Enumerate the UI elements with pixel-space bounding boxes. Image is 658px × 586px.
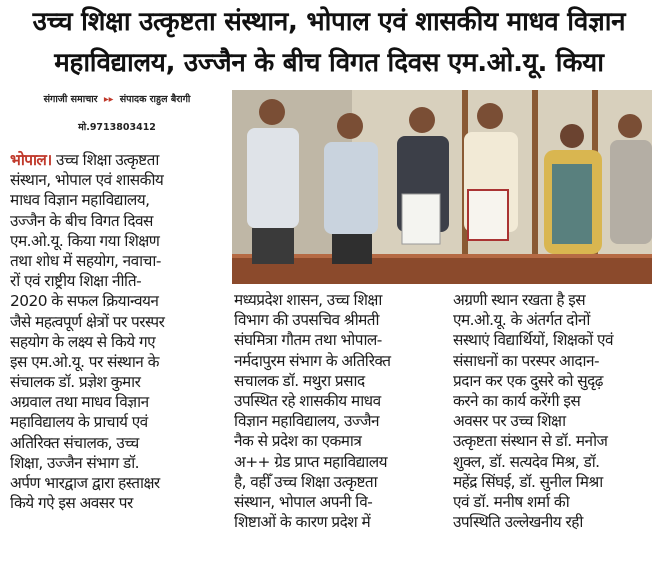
article-line: माधव विज्ञान महाविद्यालय, bbox=[10, 191, 150, 210]
article-line: है, वहीँ उच्च शिक्षा उत्कृष्टता bbox=[234, 472, 378, 491]
mou-signing-photo bbox=[232, 90, 652, 284]
dateline: भोपाल। bbox=[10, 151, 52, 169]
article-line: करने का कार्य करेंगी इस bbox=[453, 391, 581, 410]
article-line: संस्थान, भोपाल अपनी वि- bbox=[234, 492, 373, 511]
article-line: रों एवं राष्ट्रीय शिक्षा नीति- bbox=[10, 272, 142, 291]
arrow-icon: ▸▸ bbox=[103, 94, 114, 105]
article-line: उत्कृष्टता संस्थान से डॉ. मनोज bbox=[453, 432, 608, 451]
article-line: उपस्थिति उल्लेखनीय रही bbox=[453, 513, 583, 532]
article-line: उज्जैन के बीच विगत दिवस bbox=[10, 211, 153, 230]
article-line: किये गऐ इस अवसर पर bbox=[10, 494, 133, 513]
article-line: 2020 के सफल क्रियान्वयन bbox=[10, 292, 159, 311]
article-line: अ++ ग्रेड प्राप्त महाविद्यालय bbox=[234, 452, 387, 471]
news-photo bbox=[232, 90, 652, 284]
article-line: एम.ओ.यू. किया गया शिक्षण bbox=[10, 231, 160, 250]
article-line: उच्च शिक्षा उत्कृष्टता bbox=[51, 151, 159, 169]
headline-line-2: महाविद्यालय, उज्जैन के बीच विगत दिवस एम.ओ.यू. किया bbox=[54, 48, 604, 78]
article-line: महाविद्यालय के प्राचार्य एवं bbox=[10, 413, 148, 432]
article-line: शिष्टाओं के कारण प्रदेश में bbox=[234, 513, 371, 532]
article-line: तथा शोध में सहयोग, नवाचा- bbox=[10, 251, 161, 270]
article-line: नर्मदापुरम संभाग के अतिरिक्त bbox=[234, 351, 391, 370]
article-line: जैसे महत्वपूर्ण क्षेत्रों पर परस्पर bbox=[10, 312, 165, 331]
article-line: संघमित्रा गौतम तथा भोपाल- bbox=[234, 331, 382, 350]
article-line: एवं डॉ. मनीष शर्मा की bbox=[453, 492, 570, 511]
article-line: शिक्षा, उज्जैन संभाग डॉ. bbox=[10, 453, 139, 472]
article-line: विज्ञान महाविद्यालय, उज्जैन bbox=[234, 412, 379, 431]
headline bbox=[0, 0, 658, 86]
article-line: अग्रणी स्थान रखता है इस bbox=[453, 291, 586, 309]
article-line: उपस्थित रहे शासकीय माधव bbox=[234, 391, 381, 410]
article-line: महेंद्र सिंघई, डॉ. सुनील मिश्रा bbox=[453, 472, 603, 491]
article-line: अवसर पर उच्च शिक्षा bbox=[453, 412, 566, 431]
article-line: अतिरिक्त संचालक, उच्च bbox=[10, 433, 139, 452]
article-line: सस्थाएं विद्यार्थियों, शिक्षकों एवं bbox=[453, 331, 613, 350]
article-column-2 bbox=[234, 290, 436, 532]
article-line: संचालक डॉ. प्रज्ञेश कुमार bbox=[10, 373, 141, 392]
article-line: विभाग की उपसचिव श्रीमती bbox=[234, 311, 379, 330]
byline-source: संगाजी समाचार bbox=[43, 94, 98, 105]
article-line: संस्थान, भोपाल एवं शासकीय bbox=[10, 171, 164, 190]
article-line: इस एम.ओ.यू. पर संस्थान के bbox=[10, 352, 159, 371]
article-line: संसाधनों का परस्पर आदान- bbox=[453, 351, 599, 370]
article-line: नैक से प्रदेश का एकमात्र bbox=[234, 432, 362, 451]
byline-phone: मो.9713803412 bbox=[78, 122, 156, 133]
article-line: शुक्ल, डॉ. सत्यदेव मिश्र, डॉ. bbox=[453, 452, 600, 471]
article-line: प्रदान कर एक दुसरे को सुदृढ़ bbox=[453, 371, 603, 390]
article-line: सहयोग के लक्ष्य से किये गए bbox=[10, 332, 156, 351]
article-line: मध्यप्रदेश शासन, उच्च शिक्षा bbox=[234, 291, 382, 309]
article-line: अग्रवाल तथा माधव विज्ञान bbox=[10, 393, 149, 412]
article-column-1 bbox=[10, 150, 228, 513]
article-lead-line bbox=[10, 150, 228, 170]
headline-line-1: उच्च शिक्षा उत्कृष्टता संस्थान, भोपाल एवं शासकीय माधव विज्ञान bbox=[32, 7, 626, 37]
article-line: अर्पण भारद्वाज द्वारा हस्ताक्षर bbox=[10, 474, 160, 492]
byline-editor: संपादक राहुल बैरागी bbox=[119, 94, 191, 105]
byline-credits bbox=[6, 92, 228, 105]
article-column-3 bbox=[453, 290, 653, 532]
article-line: एम.ओ.यू. के अंतर्गत दोनों bbox=[453, 311, 590, 330]
article-line: सचालक डॉ. मथुरा प्रसाद bbox=[234, 371, 365, 390]
byline bbox=[6, 92, 228, 140]
